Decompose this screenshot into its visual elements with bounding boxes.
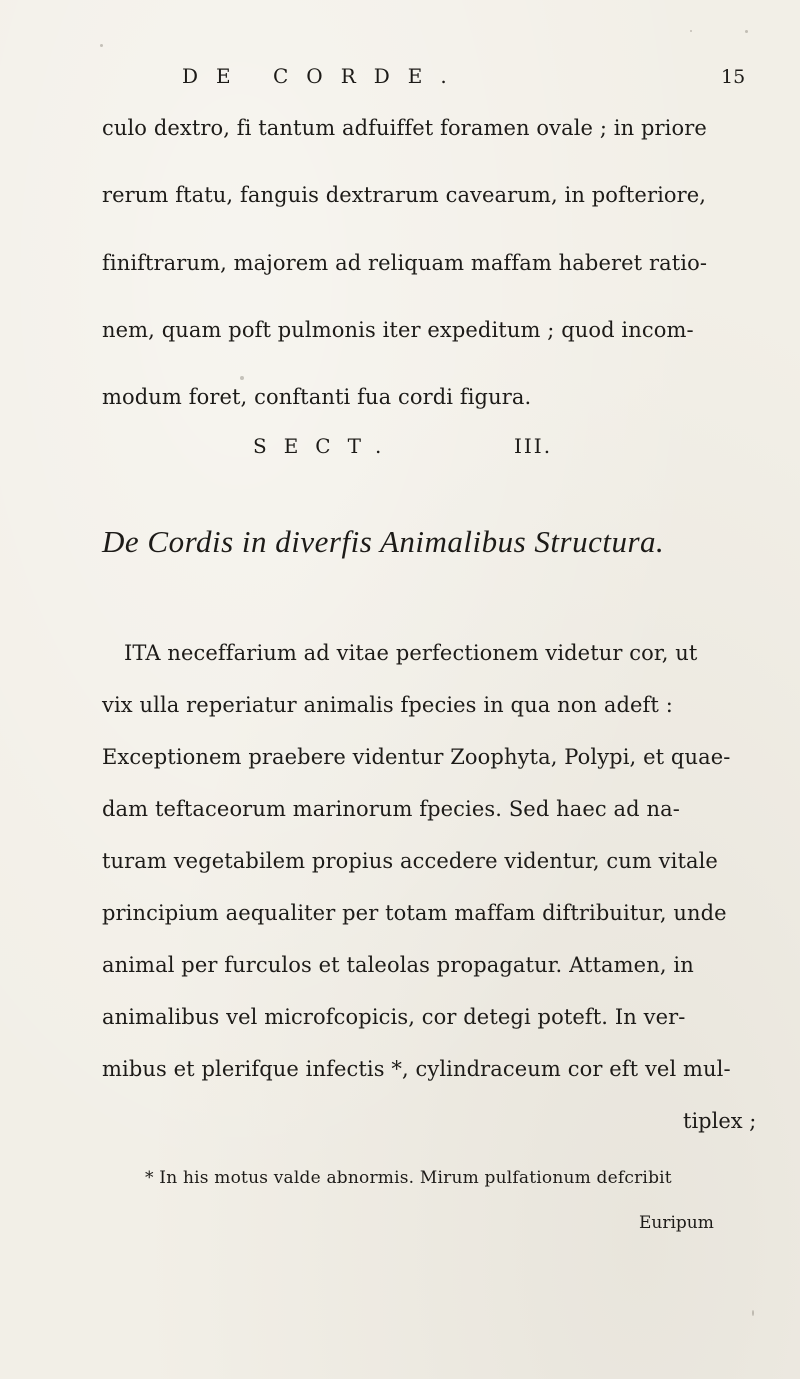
text-line: mibus et plerifque infectis *, cylindraceum cor eft vel mul- [102, 1057, 731, 1081]
paper-speck [745, 30, 748, 33]
text-line: vix ulla reperiatur animalis fpecies in qua non adeft : [102, 693, 673, 717]
text-line: nem, quam poft pulmonis iter expeditum ; quod incom- [102, 318, 694, 342]
paper-speck [752, 1310, 754, 1316]
footnote-catchword: Euripum [639, 1213, 714, 1233]
text-line: culo dextro, fi tantum adfuiffet foramen ovale ; in priore [102, 116, 707, 140]
page-number: 15 [721, 66, 746, 88]
text-line: principium aequaliter per totam maffam diftribuitur, unde [102, 901, 727, 925]
section-number: III. [514, 434, 553, 458]
section-title: De Cordis in diverfis Animalibus Structura. [102, 524, 665, 559]
section-label: SECT. [253, 434, 399, 458]
paper-speck [100, 44, 103, 47]
text-line: ITA neceffarium ad vitae perfectionem videtur cor, ut [124, 641, 698, 665]
text-line: turam vegetabilem propius accedere videntur, cum vitale [102, 849, 718, 873]
text-line: modum foret, conftanti fua cordi figura. [102, 385, 532, 409]
text-line: animal per furculos et taleolas propagatur. Attamen, in [102, 953, 694, 977]
text-line: finiftrarum, majorem ad reliquam maffam haberet ratio- [102, 251, 708, 275]
paper-speck [240, 376, 244, 380]
text-line: dam teftaceorum marinorum fpecies. Sed haec ad na- [102, 797, 680, 821]
running-title: DE CORDE. [182, 64, 465, 88]
text-line: rerum ftatu, fanguis dextrarum cavearum, in pofteriore, [102, 183, 707, 207]
paper-speck [690, 30, 692, 32]
text-line: animalibus vel microfcopicis, cor detegi poteft. In ver- [102, 1005, 686, 1029]
footnote: * In his motus valde abnormis. Mirum pulfationum defcribit [145, 1168, 672, 1188]
catchword: tiplex ; [683, 1109, 757, 1133]
text-line: Exceptionem praebere videntur Zoophyta, Polypi, et quae- [102, 745, 731, 769]
